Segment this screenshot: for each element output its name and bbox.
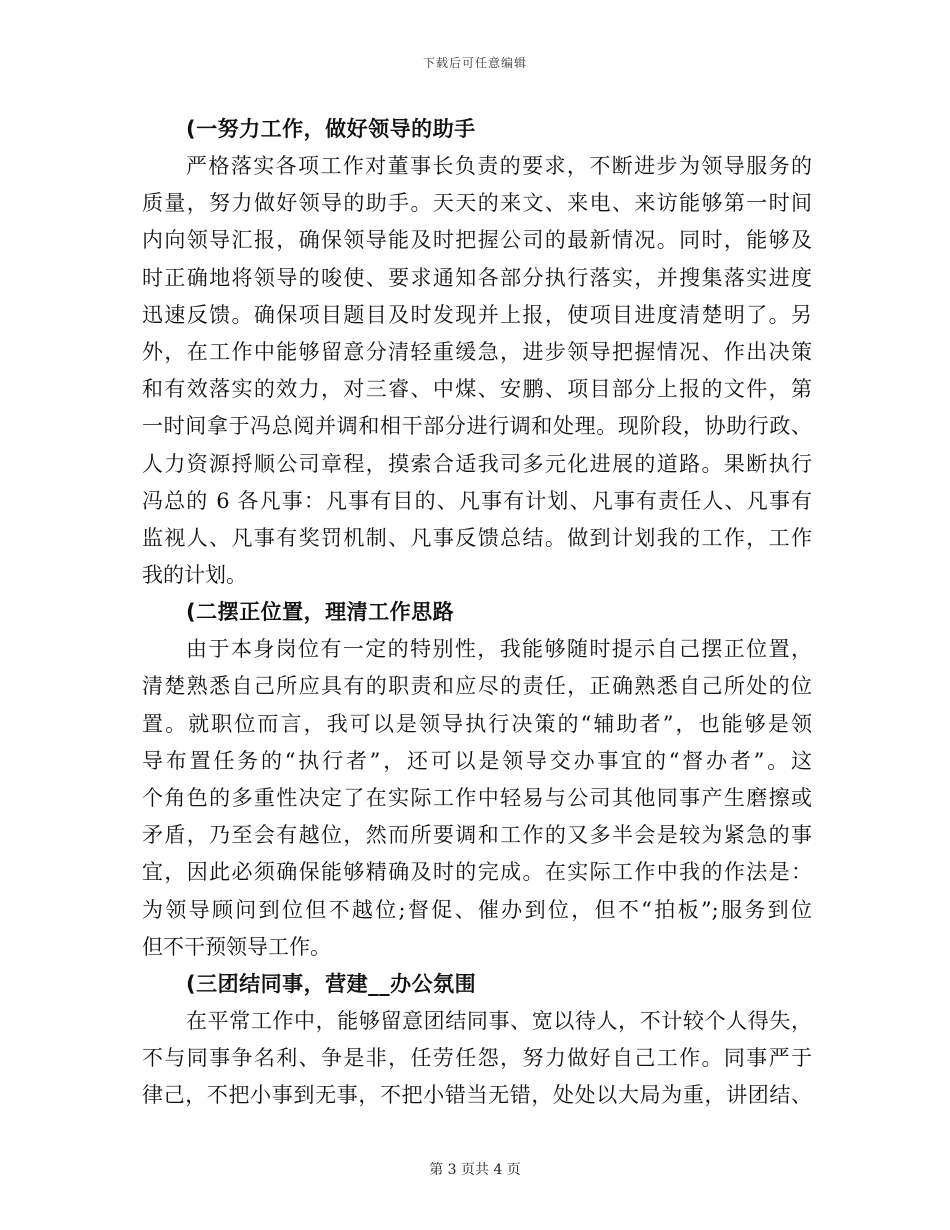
section-3-paragraph [142, 1003, 812, 1115]
paragraph-line: 一时间拿于冯总阅并调和相干部分进行调和处理。现阶段，协助行政、 [142, 414, 812, 439]
paragraph-line: 迅速反馈。确保项目题目及时发现并上报，使项目进度清楚明了。另 [142, 302, 812, 327]
paragraph-line: 在平常工作中，能够留意团结同事、宽以待人，不计较个人得失， [186, 1008, 812, 1033]
document-body [142, 111, 812, 1115]
section-1-paragraph [142, 148, 812, 594]
paragraph-line: 人力资源捋顺公司章程，摸索合适我司多元化进展的道路。果断执行 [142, 451, 812, 476]
paragraph-line: 冯总的 6 各凡事：凡事有目的、凡事有计划、凡事有责任人、凡事有 [142, 488, 812, 513]
paragraph-line: 严格落实各项工作对董事长负责的要求，不断进步为领导服务的 [186, 154, 812, 178]
paragraph-line: 为领导顾问到位但不越位;督促、催办到位，但不“拍板”;服务到位 [142, 897, 812, 922]
paragraph-line: 导布置任务的“执行者”，还可以是领导交办事宜的“督办者”。这 [142, 748, 812, 773]
paragraph-line: 清楚熟悉自己所应具有的职责和应尽的责任，正确熟悉自己所处的位 [142, 674, 812, 699]
section-2-paragraph [142, 631, 812, 966]
paragraph-line: 但不干预领导工作。 [142, 934, 331, 959]
page-footer: 第 3 页共 4 页 [429, 1162, 521, 1178]
paragraph-line: 监视人、凡事有奖罚机制、凡事反馈总结。做到计划我的工作，工作 [142, 525, 812, 550]
paragraph-line: 律己，不把小事到无事，不把小错当无错，处处以大局为重，讲团结、 [142, 1083, 812, 1108]
paragraph-line: 和有效落实的效力，对三睿、中煤、安鹏、项目部分上报的文件，第 [142, 377, 812, 402]
paragraph-line: 置。就职位而言，我可以是领导执行决策的“辅助者”，也能够是领 [142, 711, 812, 736]
paragraph-line: 外，在工作中能够留意分清轻重缓急，进步领导把握情况、作出决策 [142, 339, 812, 364]
paragraph-line: 我的计划。 [142, 563, 247, 588]
paragraph-line: 时正确地将领导的唆使、要求通知各部分执行落实，并搜集落实进度 [142, 265, 812, 290]
section-heading-2: (二摆正位置，理清工作思路 [186, 600, 455, 625]
paragraph-line: 内向领导汇报，确保领导能及时把握公司的最新情况。同时，能够及 [142, 228, 812, 253]
page-header: 下载后可任意编辑 [422, 56, 527, 70]
paragraph-line: 不与同事争名利、争是非，任劳任怨，努力做好自己工作。同事严于 [142, 1046, 812, 1071]
paragraph-line: 个角色的多重性决定了在实际工作中轻易与公司其他同事产生磨擦或 [142, 786, 812, 810]
section-heading-3: (三团结同事，营建__办公氛围 [186, 971, 477, 996]
paragraph-line: 宜，因此必须确保能够精确及时的完成。在实际工作中我的作法是： [142, 860, 812, 885]
section-heading-1: (一努力工作，做好领导的助手 [186, 117, 476, 141]
paragraph-line: 质量，努力做好领导的助手。天天的来文、来电、来访能够第一时间 [142, 191, 812, 216]
paragraph-line: 矛盾，乃至会有越位，然而所要调和工作的又多半会是较为紧急的事 [142, 823, 812, 848]
paragraph-line: 由于本身岗位有一定的特别性，我能够随时提示自己摆正位置， [186, 637, 812, 662]
